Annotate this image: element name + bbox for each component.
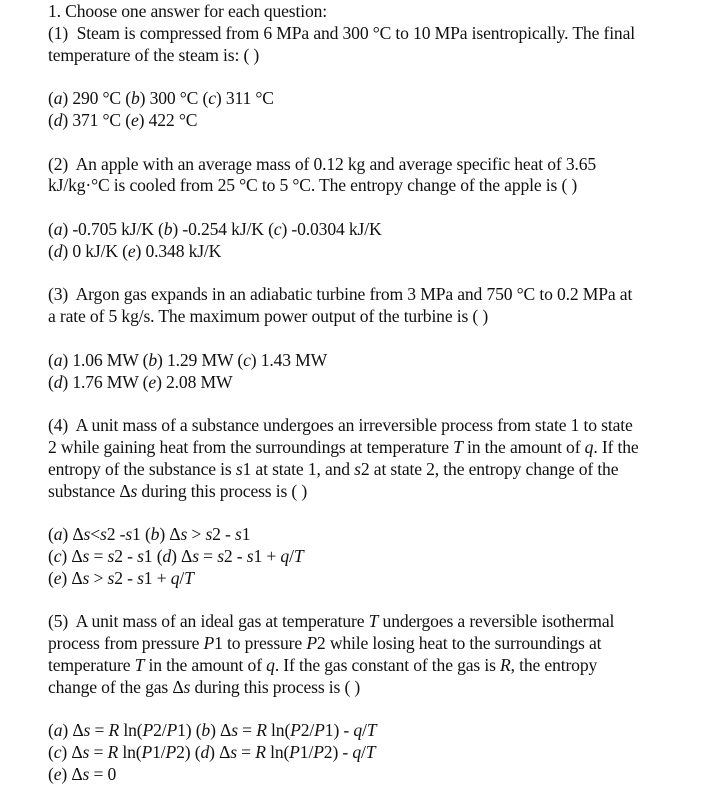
option-text: Δs<s2 -s1 <box>72 524 141 545</box>
option-label: d <box>200 742 210 763</box>
option-label: b <box>201 720 211 741</box>
option-a[interactable]: (a) -0.705 kJ/K <box>48 218 154 239</box>
spacer <box>48 393 716 415</box>
option-a[interactable]: (a) Δs<s2 -s1 <box>48 524 141 545</box>
option-label: d <box>53 240 63 261</box>
option-e[interactable]: (e) Δs = 0 <box>48 763 117 784</box>
option-line <box>48 568 716 590</box>
option-label: d <box>162 545 172 566</box>
option-label: e <box>53 763 62 784</box>
stem-line <box>48 633 716 655</box>
option-label: e <box>148 371 157 392</box>
question-3 <box>48 284 716 393</box>
option-label: a <box>53 218 63 239</box>
option-line <box>48 110 716 132</box>
option-text: 1.43 MW <box>260 349 328 370</box>
spacer <box>48 263 716 285</box>
answer-options <box>48 219 716 263</box>
option-text: 1.29 MW <box>167 349 234 370</box>
question-number: (1) <box>48 22 69 43</box>
question-stem <box>48 415 716 502</box>
option-text: Δs > s2 - s1 + q/T <box>71 567 194 588</box>
option-label: a <box>53 349 63 370</box>
document-page <box>48 0 716 786</box>
option-text: 311 °C <box>225 88 274 109</box>
option-text: 1.06 MW <box>72 349 139 370</box>
question-number: (4) <box>48 415 69 436</box>
option-line <box>48 372 716 394</box>
option-text: 2.08 MW <box>166 371 233 392</box>
option-text: 0.348 kJ/K <box>145 240 222 261</box>
stem-line <box>48 415 716 437</box>
option-c[interactable]: (c) -0.0304 kJ/K <box>268 218 382 239</box>
option-label: e <box>127 240 136 261</box>
stem-text: A unit mass of an ideal gas at temperature T undergoes a reversible isothermal <box>75 611 615 632</box>
option-text: Δs = s2 - s1 <box>71 545 153 566</box>
option-line <box>48 546 716 568</box>
option-d[interactable]: (d) Δs = R ln(P1/P2) - q/T <box>194 742 376 763</box>
document-heading: 1. Choose one answer for each question: <box>48 1 327 21</box>
stem-line <box>48 677 716 699</box>
spacer <box>48 132 716 154</box>
option-label: c <box>208 88 216 109</box>
option-label: c <box>243 349 251 370</box>
spacer <box>48 590 716 612</box>
option-text: 422 °C <box>148 109 198 130</box>
stem-line <box>48 306 716 328</box>
option-e[interactable]: (e) 422 °C <box>125 109 198 130</box>
question-stem <box>48 284 716 328</box>
question-stem <box>48 154 716 198</box>
answer-options <box>48 350 716 394</box>
option-line <box>48 524 716 546</box>
stem-line <box>48 23 716 45</box>
stem-line <box>48 611 716 633</box>
option-label: d <box>53 371 63 392</box>
option-d[interactable]: (d) 1.76 MW <box>48 371 139 392</box>
question-2 <box>48 154 716 263</box>
question-4 <box>48 415 716 589</box>
option-label: b <box>163 218 173 239</box>
option-label: a <box>53 720 63 741</box>
stem-text: temperature T in the amount of q. If the gas constant of the gas is R, the entropy <box>48 654 598 675</box>
option-text: -0.705 kJ/K <box>72 218 154 239</box>
question-5 <box>48 611 716 785</box>
stem-text: process from pressure P1 to pressure P2 while losing heat to the surroundings at <box>48 633 602 654</box>
option-a[interactable]: (a) 290 °C <box>48 88 122 109</box>
question-list <box>48 23 716 786</box>
stem-text: A unit mass of a substance undergoes an irreversible process from state 1 to state <box>75 415 633 436</box>
option-a[interactable]: (a) 1.06 MW <box>48 349 139 370</box>
option-label: a <box>53 524 63 545</box>
option-text: Δs = 0 <box>71 763 117 784</box>
option-text: -0.254 kJ/K <box>182 218 264 239</box>
option-line <box>48 764 716 786</box>
stem-line <box>48 45 716 67</box>
stem-text: Argon gas expands in an adiabatic turbine from 3 MPa and 750 °C to 0.2 MPa at <box>75 284 633 305</box>
question-number: (5) <box>48 611 69 632</box>
option-label: b <box>148 349 158 370</box>
question-number: (3) <box>48 284 69 305</box>
option-label: e <box>130 109 139 130</box>
option-b[interactable]: (b) 300 °C <box>125 88 199 109</box>
question-stem <box>48 611 716 698</box>
stem-line <box>48 154 716 176</box>
option-e[interactable]: (e) Δs > s2 - s1 + q/T <box>48 567 194 588</box>
option-label: e <box>53 567 62 588</box>
option-label: c <box>53 545 62 566</box>
option-line <box>48 219 716 241</box>
answer-options <box>48 720 716 785</box>
stem-text: 2 while gaining heat from the surroundings at temperature T in the amount of q. If the <box>48 436 639 457</box>
stem-text: change of the gas Δs during this process is ( ) <box>48 676 361 697</box>
option-label: c <box>273 218 282 239</box>
option-d[interactable]: (d) Δs = s2 - s1 + q/T <box>156 545 304 566</box>
stem-text: kJ/kg·°C is cooled from 25 °C to 5 °C. The entropy change of the apple is ( ) <box>48 175 578 196</box>
option-label: d <box>53 109 63 130</box>
option-text: 1.76 MW <box>72 371 139 392</box>
option-text: Δs = R ln(P1/P2) <box>71 742 191 763</box>
option-b[interactable]: (b) Δs = R ln(P2/P1) - q/T <box>195 720 377 741</box>
stem-line <box>48 175 716 197</box>
option-b[interactable]: (b) 1.29 MW <box>142 349 234 370</box>
option-text: Δs = s2 - s1 + q/T <box>181 545 304 566</box>
option-d[interactable]: (d) 371 °C <box>48 109 122 130</box>
option-line <box>48 241 716 263</box>
option-label: c <box>53 742 62 763</box>
option-b[interactable]: (b) -0.254 kJ/K <box>158 218 264 239</box>
option-c[interactable]: (c) 1.43 MW <box>237 349 328 370</box>
option-line <box>48 742 716 764</box>
stem-text: temperature of the steam is: ( ) <box>48 44 260 65</box>
option-label: a <box>53 88 63 109</box>
stem-line <box>48 459 716 481</box>
option-c[interactable]: (c) Δs = s2 - s1 <box>48 545 153 566</box>
stem-text: Steam is compressed from 6 MPa and 300 °C to 10 MPa isentropically. The final <box>76 22 635 43</box>
option-e[interactable]: (e) 2.08 MW <box>142 371 233 392</box>
option-label: b <box>130 88 140 109</box>
option-line <box>48 350 716 372</box>
option-c[interactable]: (c) Δs = R ln(P1/P2) <box>48 742 191 763</box>
option-text: Δs = R ln(P1/P2) - q/T <box>219 742 376 763</box>
stem-line <box>48 481 716 503</box>
stem-line <box>48 284 716 306</box>
option-text: 300 °C <box>149 88 199 109</box>
stem-line <box>48 437 716 459</box>
answer-options <box>48 88 716 132</box>
stem-text: a rate of 5 kg/s. The maximum power output of the turbine is ( ) <box>48 306 489 327</box>
option-text: Δs = R ln(P2/P1) <box>72 720 192 741</box>
option-d[interactable]: (d) 0 kJ/K <box>48 240 118 261</box>
option-text: Δs = R ln(P2/P1) - q/T <box>220 720 377 741</box>
question-stem <box>48 23 716 67</box>
option-text: 0 kJ/K <box>72 240 118 261</box>
option-b[interactable]: (b) Δs > s2 - s1 <box>144 524 251 545</box>
option-line <box>48 720 716 742</box>
question-number: (2) <box>48 153 69 174</box>
answer-options <box>48 524 716 589</box>
option-text: Δs > s2 - s1 <box>169 524 251 545</box>
option-text: 371 °C <box>72 109 122 130</box>
stem-text: An apple with an average mass of 0.12 kg and average specific heat of 3.65 <box>75 153 597 174</box>
stem-text: substance Δs during this process is ( ) <box>48 480 308 501</box>
option-line <box>48 88 716 110</box>
question-1 <box>48 23 716 132</box>
option-c[interactable]: (c) 311 °C <box>202 88 274 109</box>
option-text: 290 °C <box>72 88 122 109</box>
stem-line <box>48 655 716 677</box>
option-a[interactable]: (a) Δs = R ln(P2/P1) <box>48 720 192 741</box>
stem-text: entropy of the substance is s1 at state 1, and s2 at state 2, the entropy change of the <box>48 458 619 479</box>
option-label: b <box>150 524 160 545</box>
option-e[interactable]: (e) 0.348 kJ/K <box>122 240 222 261</box>
option-text: -0.0304 kJ/K <box>291 218 382 239</box>
